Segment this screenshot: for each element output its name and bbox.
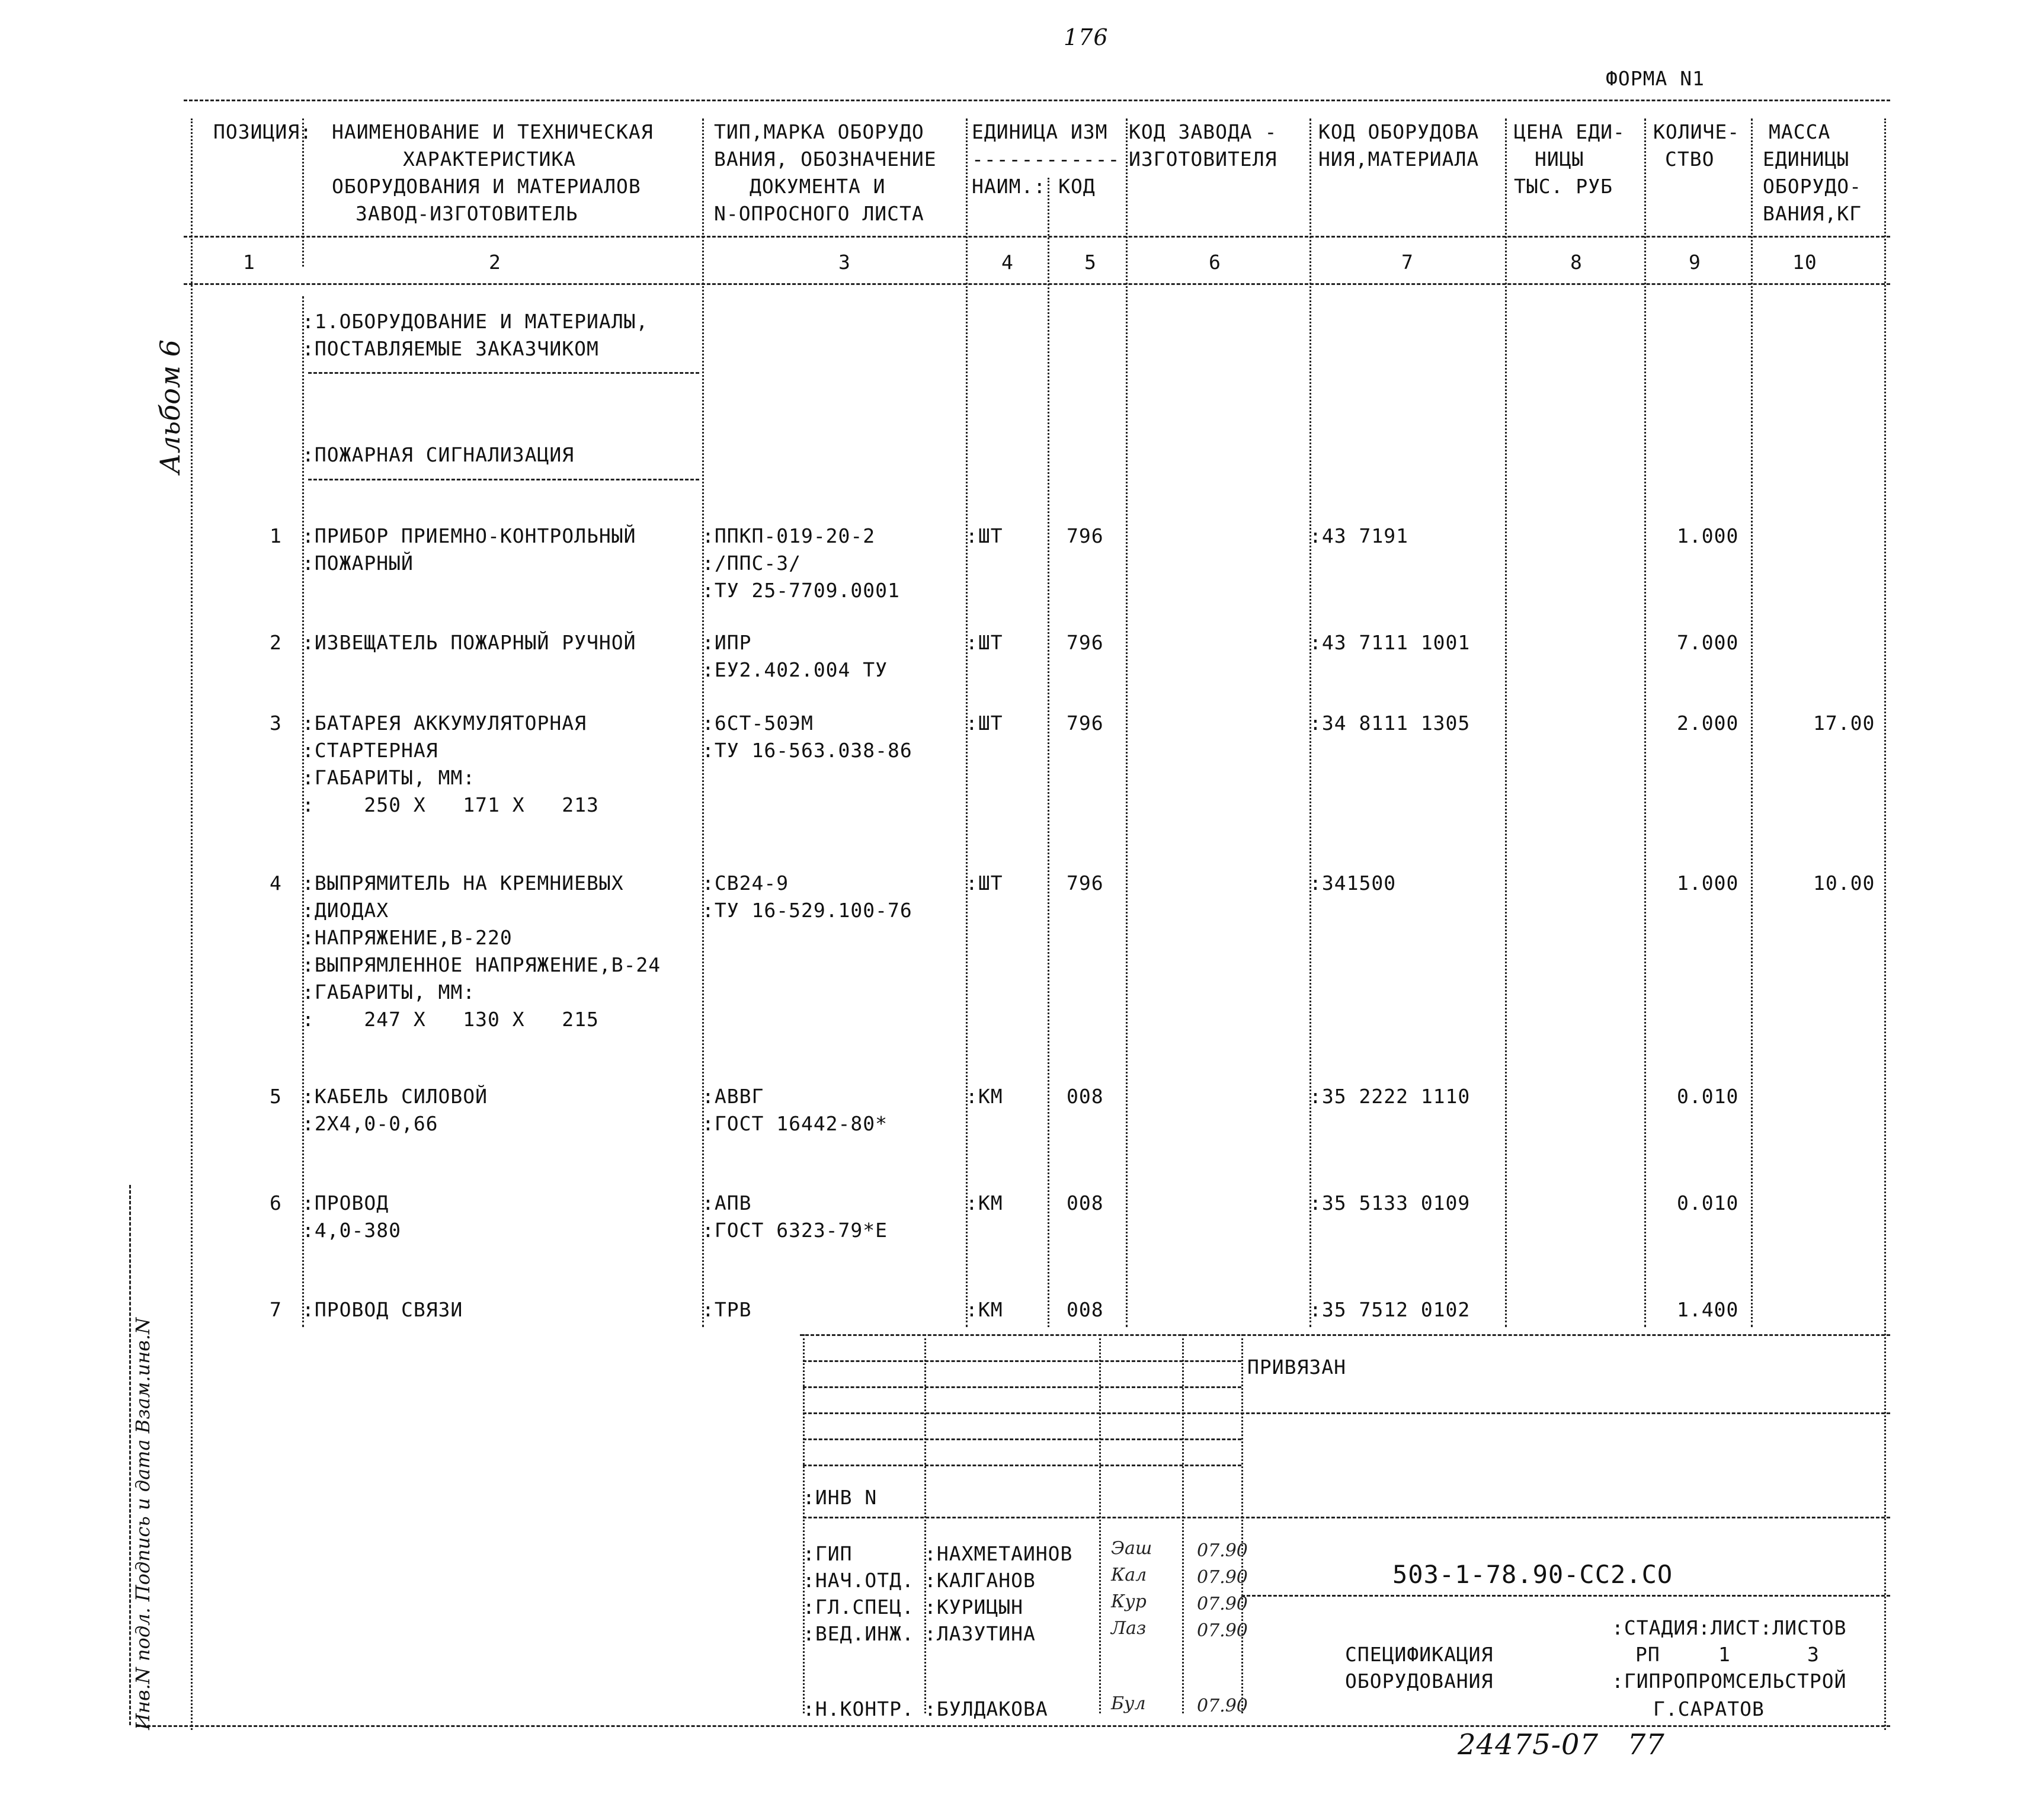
row-name: : 247 X 130 X 215 xyxy=(302,1008,599,1031)
city: Г.САРАТОВ xyxy=(1653,1697,1765,1720)
staff-signature: Эаш xyxy=(1111,1538,1152,1559)
row-equip-code: :35 2222 1110 xyxy=(1309,1085,1471,1108)
col-number: 8 xyxy=(1570,251,1583,274)
row-name: :ВЫПРЯМИТЕЛЬ НА КРЕМНИЕВЫХ xyxy=(302,871,624,895)
staff-date: 07.90 xyxy=(1197,1696,1248,1716)
row-quantity: 1.000 xyxy=(1677,871,1739,895)
row-type: :АПВ xyxy=(702,1191,752,1215)
footer-number: 24475-07 77 xyxy=(1458,1728,1665,1761)
row-name: :СТАРТЕРНАЯ xyxy=(302,739,438,762)
row-equip-code: :35 7512 0102 xyxy=(1309,1298,1471,1321)
row-type: :ППКП-019-20-2 xyxy=(702,524,876,547)
staff-date: 07.90 xyxy=(1197,1540,1248,1561)
staff-role: :НАЧ.ОТД. xyxy=(803,1569,914,1592)
section-title-line2: :ПОСТАВЛЯЕМЫЕ ЗАКАЗЧИКОМ xyxy=(302,337,599,360)
document-title-1: СПЕЦИФИКАЦИЯ xyxy=(1345,1643,1494,1666)
row-name: :ИЗВЕЩАТЕЛЬ ПОЖАРНЫЙ РУЧНОЙ xyxy=(302,631,636,654)
staff-role: :ВЕД.ИНЖ. xyxy=(803,1622,914,1645)
page-number: 176 xyxy=(1064,24,1109,50)
row-type: :ТУ 16-529.100-76 xyxy=(702,899,912,922)
row-equip-code: :35 5133 0109 xyxy=(1309,1191,1471,1215)
row-type: :/ППС-3/ xyxy=(702,552,801,575)
row-type: :АВВГ xyxy=(702,1085,764,1108)
album-label: Альбом 6 xyxy=(154,339,186,474)
column-separator xyxy=(1884,118,1886,1730)
row-unit-code: 796 xyxy=(1067,712,1104,735)
staff-name: :НАХМЕТАИНОВ xyxy=(924,1542,1073,1565)
row-position: 2 xyxy=(270,631,282,654)
row-name: :ГАБАРИТЫ, ММ: xyxy=(302,766,476,789)
row-unit: :КМ xyxy=(966,1085,1003,1108)
row-name: :ПРОВОД xyxy=(302,1191,389,1215)
staff-date: 07.90 xyxy=(1197,1567,1248,1588)
row-equip-code: :43 7111 1001 xyxy=(1309,631,1471,654)
row-name: :ВЫПРЯМЛЕННОЕ НАПРЯЖЕНИЕ,В-24 xyxy=(302,953,661,976)
row-quantity: 0.010 xyxy=(1677,1191,1739,1215)
row-type: :ЕУ2.402.004 ТУ xyxy=(702,658,888,681)
col-number: 3 xyxy=(838,251,851,274)
subsection-underline xyxy=(308,479,699,480)
row-name: :2X4,0-0,66 xyxy=(302,1112,438,1135)
staff-name: :БУЛДАКОВА xyxy=(924,1697,1048,1720)
inv-label: :ИНВ N xyxy=(803,1486,878,1509)
column-separator xyxy=(302,118,304,267)
row-equip-code: :341500 xyxy=(1309,871,1397,895)
row-name: :4,0-380 xyxy=(302,1219,401,1242)
row-type: :ГОСТ 6323-79*Е xyxy=(702,1219,888,1242)
staff-date: 07.90 xyxy=(1197,1594,1248,1614)
header-col6-1: КОД ЗАВОДА - xyxy=(1129,120,1277,143)
row-unit: :ШТ xyxy=(966,631,1003,654)
col-number: 9 xyxy=(1689,251,1701,274)
row-quantity: 2.000 xyxy=(1677,712,1739,735)
row-name: :БАТАРЕЯ АККУМУЛЯТОРНАЯ xyxy=(302,712,587,735)
header-col9-2: СТВО xyxy=(1665,148,1715,171)
subsection-title: :ПОЖАРНАЯ СИГНАЛИЗАЦИЯ xyxy=(302,443,575,466)
row-unit-code: 008 xyxy=(1067,1191,1104,1215)
privyazan-label: ПРИВЯЗАН xyxy=(1247,1356,1346,1379)
row-name: :КАБЕЛЬ СИЛОВОЙ xyxy=(302,1085,488,1108)
row-unit-code: 008 xyxy=(1067,1085,1104,1108)
staff-role: :ГИП xyxy=(803,1542,853,1565)
col-number: 10 xyxy=(1792,251,1817,274)
row-unit: :ШТ xyxy=(966,871,1003,895)
header-rule xyxy=(184,236,1890,238)
row-type: :ТУ 25-7709.0001 xyxy=(702,579,900,602)
row-type: :6СТ-50ЭМ xyxy=(702,712,814,735)
header-col45-3: НАИМ.: КОД xyxy=(972,175,1096,198)
staff-signature: Кал xyxy=(1111,1565,1147,1585)
column-separator xyxy=(1505,118,1507,1327)
row-position: 3 xyxy=(270,712,282,735)
row-type: :СВ24-9 xyxy=(702,871,789,895)
header-col8-2: НИЦЫ xyxy=(1535,148,1584,171)
row-name: :ПОЖАРНЫЙ xyxy=(302,552,414,575)
staff-signature: Кур xyxy=(1111,1591,1147,1612)
row-unit: :ШТ xyxy=(966,712,1003,735)
side-stamp-border xyxy=(129,1185,131,1725)
row-name: :НАПРЯЖЕНИЕ,В-220 xyxy=(302,926,513,949)
header-col45-1: ЕДИНИЦА ИЗМ xyxy=(972,120,1108,143)
header-col2-3: ОБОРУДОВАНИЯ И МАТЕРИАЛОВ xyxy=(332,175,641,198)
section-title-line1: :1.ОБОРУДОВАНИЕ И МАТЕРИАЛЫ, xyxy=(302,310,649,333)
header-col45-2: ------------ xyxy=(972,148,1120,171)
row-quantity: 1.400 xyxy=(1677,1298,1739,1321)
staff-name: :ЛАЗУТИНА xyxy=(924,1622,1036,1645)
column-separator xyxy=(1751,118,1753,1327)
header-col10-4: ВАНИЯ,КГ xyxy=(1763,202,1862,225)
row-unit: :ШТ xyxy=(966,524,1003,547)
header-col8-3: ТЫС. РУБ xyxy=(1514,175,1613,198)
row-type: :ИПР xyxy=(702,631,752,654)
col-number: 1 xyxy=(243,251,255,274)
row-equip-code: :43 7191 xyxy=(1309,524,1408,547)
row-name: :ГАБАРИТЫ, ММ: xyxy=(302,981,476,1004)
row-unit-code: 008 xyxy=(1067,1298,1104,1321)
col-number: 6 xyxy=(1209,251,1221,274)
header-col10-1: МАССА xyxy=(1769,120,1831,143)
sheets-value: 3 xyxy=(1807,1643,1820,1666)
row-mass: 17.00 xyxy=(1813,712,1875,735)
row-position: 5 xyxy=(270,1085,282,1108)
header-col6-2: ИЗГОТОВИТЕЛЯ xyxy=(1129,148,1277,171)
col-number: 4 xyxy=(1001,251,1014,274)
column-separator xyxy=(191,118,193,1730)
staff-name: :КУРИЦЫН xyxy=(924,1595,1023,1619)
col-number: 5 xyxy=(1084,251,1097,274)
form-label: ФОРМА N1 xyxy=(1606,67,1705,90)
organization: :ГИПРОПРОМСЕЛЬСТРОЙ xyxy=(1612,1670,1847,1693)
row-name: :ПРОВОД СВЯЗИ xyxy=(302,1298,463,1321)
header-col8-1: ЦЕНА ЕДИ- xyxy=(1514,120,1625,143)
row-quantity: 7.000 xyxy=(1677,631,1739,654)
bottom-rule xyxy=(136,1725,1890,1727)
row-unit-code: 796 xyxy=(1067,871,1104,895)
header-col3-2: ВАНИЯ, ОБОЗНАЧЕНИЕ xyxy=(714,148,937,171)
header-col7-1: КОД ОБОРУДОВА xyxy=(1318,120,1480,143)
row-position: 4 xyxy=(270,871,282,895)
header-col7-2: НИЯ,МАТЕРИАЛА xyxy=(1318,148,1480,171)
row-type: :ТУ 16-563.038-86 xyxy=(702,739,912,762)
col-number: 2 xyxy=(489,251,501,274)
row-unit: :КМ xyxy=(966,1298,1003,1321)
section-underline xyxy=(308,372,699,374)
row-type: :ГОСТ 16442-80* xyxy=(702,1112,888,1135)
header-col10-3: ОБОРУДО- xyxy=(1763,175,1862,198)
header-col2-2: ХАРАКТЕРИСТИКА xyxy=(403,148,577,171)
staff-role: :Н.КОНТР. xyxy=(803,1697,914,1720)
header-col2: НАИМЕНОВАНИЕ И ТЕХНИЧЕСКАЯ xyxy=(332,120,654,143)
document-code: 503-1-78.90-СС2.СО xyxy=(1392,1560,1673,1589)
row-unit-code: 796 xyxy=(1067,524,1104,547)
header-col3-3: ДОКУМЕНТА И xyxy=(750,175,886,198)
numbers-rule xyxy=(184,283,1890,285)
row-mass: 10.00 xyxy=(1813,871,1875,895)
header-col3-4: N-ОПРОСНОГО ЛИСТА xyxy=(714,202,924,225)
column-separator xyxy=(1644,118,1646,1327)
sheet-value: 1 xyxy=(1718,1643,1731,1666)
col-number: 7 xyxy=(1401,251,1414,274)
row-quantity: 1.000 xyxy=(1677,524,1739,547)
header-top-rule xyxy=(184,100,1890,101)
column-separator xyxy=(1126,118,1128,1327)
row-name: :ПРИБОР ПРИЕМНО-КОНТРОЛЬНЫЙ xyxy=(302,524,636,547)
staff-date: 07.90 xyxy=(1197,1620,1248,1641)
header-col1: ПОЗИЦИЯ: xyxy=(213,120,312,143)
staff-signature: Лаз xyxy=(1111,1618,1147,1639)
row-equip-code: :34 8111 1305 xyxy=(1309,712,1471,735)
staff-name: :КАЛГАНОВ xyxy=(924,1569,1036,1592)
header-col2-4: ЗАВОД-ИЗГОТОВИТЕЛЬ xyxy=(356,202,578,225)
header-col9-1: КОЛИЧЕ- xyxy=(1653,120,1740,143)
row-name: : 250 X 171 X 213 xyxy=(302,793,599,816)
row-unit-code: 796 xyxy=(1067,631,1104,654)
staff-role: :ГЛ.СПЕЦ. xyxy=(803,1595,914,1619)
row-unit: :КМ xyxy=(966,1191,1003,1215)
staff-signature: Бул xyxy=(1111,1693,1146,1714)
row-name: :ДИОДАХ xyxy=(302,899,389,922)
side-stamp: Инв.N подл. Подпись и дата Взам.инв.N xyxy=(132,1318,154,1730)
column-separator xyxy=(1048,178,1049,1327)
row-position: 6 xyxy=(270,1191,282,1215)
document-title-2: ОБОРУДОВАНИЯ xyxy=(1345,1670,1494,1693)
header-col10-2: ЕДИНИЦЫ xyxy=(1763,148,1850,171)
row-type: :ТРВ xyxy=(702,1298,752,1321)
row-position: 1 xyxy=(270,524,282,547)
header-col3-1: ТИП,МАРКА ОБОРУДО xyxy=(714,120,924,143)
stage-header: :СТАДИЯ:ЛИСТ:ЛИСТОВ xyxy=(1612,1616,1847,1639)
row-position: 7 xyxy=(270,1298,282,1321)
stage-value: РП xyxy=(1635,1643,1660,1666)
row-quantity: 0.010 xyxy=(1677,1085,1739,1108)
